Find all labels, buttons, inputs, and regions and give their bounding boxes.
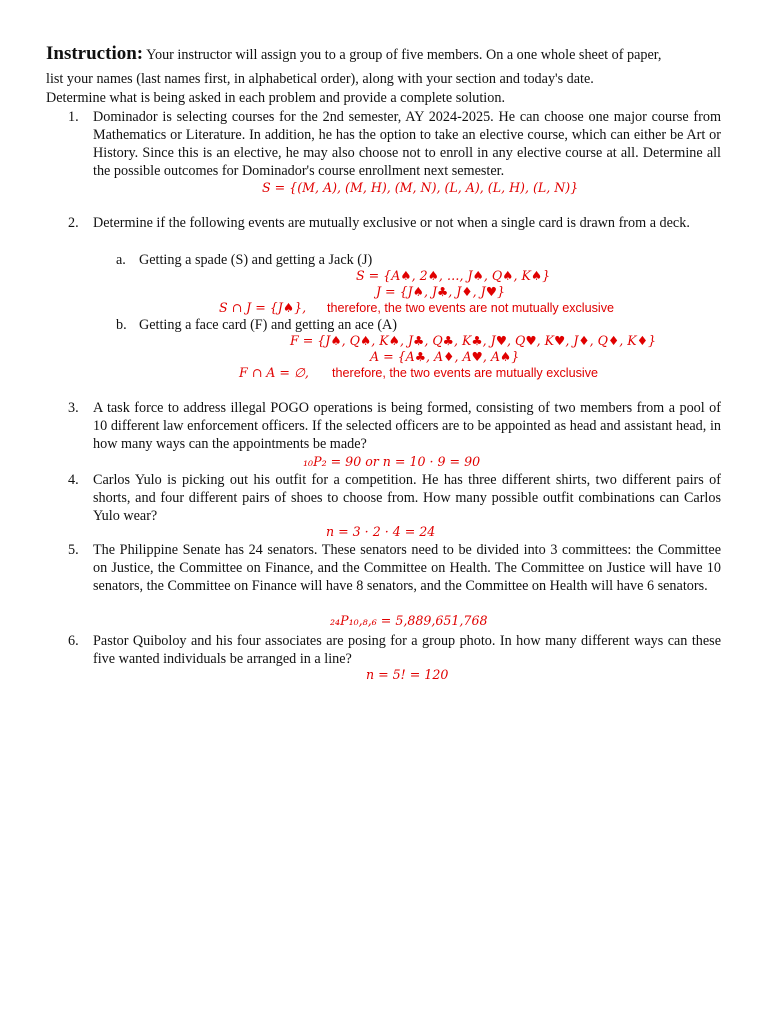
problem-3-number: 3. <box>68 400 79 416</box>
problem-2a-label: a. <box>116 252 126 268</box>
problem-5-answer: ₂₄P₁₀,₈,₆ = 5,889,651,768 <box>330 613 488 628</box>
problem-6-text: Pastor Quiboloy and his four associates are posing for a group photo. In how many different ways can these five wanted individuals be arranged in a line? <box>93 633 721 667</box>
problem-3-text: A task force to address illegal POGO operations is being formed, consisting of two members from a pool of 10 different law enforcement officers. If the selected officers are to be appointed as head and assistant head, in how many ways can the appointments be made? <box>93 400 721 452</box>
problem-2b-set-a: A = {A♣, A♦, A♥, A♠} <box>370 349 520 364</box>
problem-2b-text: Getting a face card (F) and getting an ace (A) <box>139 317 398 333</box>
problem-2-text: Determine if the following events are mutually exclusive or not when a single card is drawn from a deck. <box>93 215 690 231</box>
problem-4-number: 4. <box>68 472 79 488</box>
problem-2a-intersection: S ∩ J = {J♠}, <box>219 300 307 315</box>
problem-2a-set-s: S = {A♠, 2♠, …, J♠, Q♠, K♠} <box>356 268 551 283</box>
problem-3-answer: ₁₀P₂ = 90 or n = 10 · 9 = 90 <box>303 454 481 469</box>
problem-2a-conclusion: therefore, the two events are not mutually exclusive <box>327 301 615 315</box>
problem-4-text: Carlos Yulo is picking out his outfit for a competition. He has three different shirts, two different pairs of shorts, and four different pairs of shoes to choose from. How many possible outfit combinations can Carlos Yulo wear? <box>93 472 721 524</box>
problem-5-text: The Philippine Senate has 24 senators. These senators need to be divided into 3 committees: the Committee on Justice, the Committee on Finance, and the Committee on Health. The Committee on Justice will have 10 senators, the Committee on Finance will have 8 senators, and the Committee on Health will have 6 senators. <box>93 542 721 594</box>
problem-2b-intersection: F ∩ A = ∅, <box>239 365 309 380</box>
problem-2b-set-f: F = {J♠, Q♠, K♠, J♣, Q♣, K♣, J♥, Q♥, K♥, J♦, Q♦, K♦} <box>290 333 656 348</box>
problem-2a-set-j: J = {J♠, J♣, J♦, J♥} <box>376 284 506 299</box>
problem-1-text: Dominador is selecting courses for the 2nd semester, AY 2024-2025. He can choose one major course from Mathematics or Literature. In addition, he has the option to take an elective course, which can either be Art or History. Since this is an elective, he may also choose not to enroll in any elective course at all. Determine all the possible outcomes for Dominador's course enrollment next semester. <box>93 109 721 179</box>
instruction-line-3: Determine what is being asked in each problem and provide a complete solution. <box>46 90 505 106</box>
instruction-line-2: list your names (last names first, in alphabetical order), along with your section and today's date. <box>46 71 594 87</box>
problem-1-answer: S = {(M, A), (M, H), (M, N), (L, A), (L, H), (L, N)} <box>262 180 579 195</box>
problem-1-number: 1. <box>68 109 79 125</box>
problem-2a-text: Getting a spade (S) and getting a Jack (J) <box>139 252 373 268</box>
problem-5-number: 5. <box>68 542 79 558</box>
instruction-line-1 <box>46 45 722 64</box>
problem-6-answer: n = 5! = 120 <box>366 667 449 682</box>
problem-2b-label: b. <box>116 317 127 333</box>
instruction-text-1: Your instructor will assign you to a group of five members. On a one whole sheet of paper, <box>143 47 662 63</box>
problem-4-answer: n = 3 · 2 · 4 = 24 <box>326 524 436 539</box>
problem-2-number: 2. <box>68 215 79 231</box>
problem-2b-conclusion: therefore, the two events are mutually exclusive <box>332 366 598 380</box>
problem-6-number: 6. <box>68 633 79 649</box>
instruction-lead: Instruction: <box>46 43 144 64</box>
